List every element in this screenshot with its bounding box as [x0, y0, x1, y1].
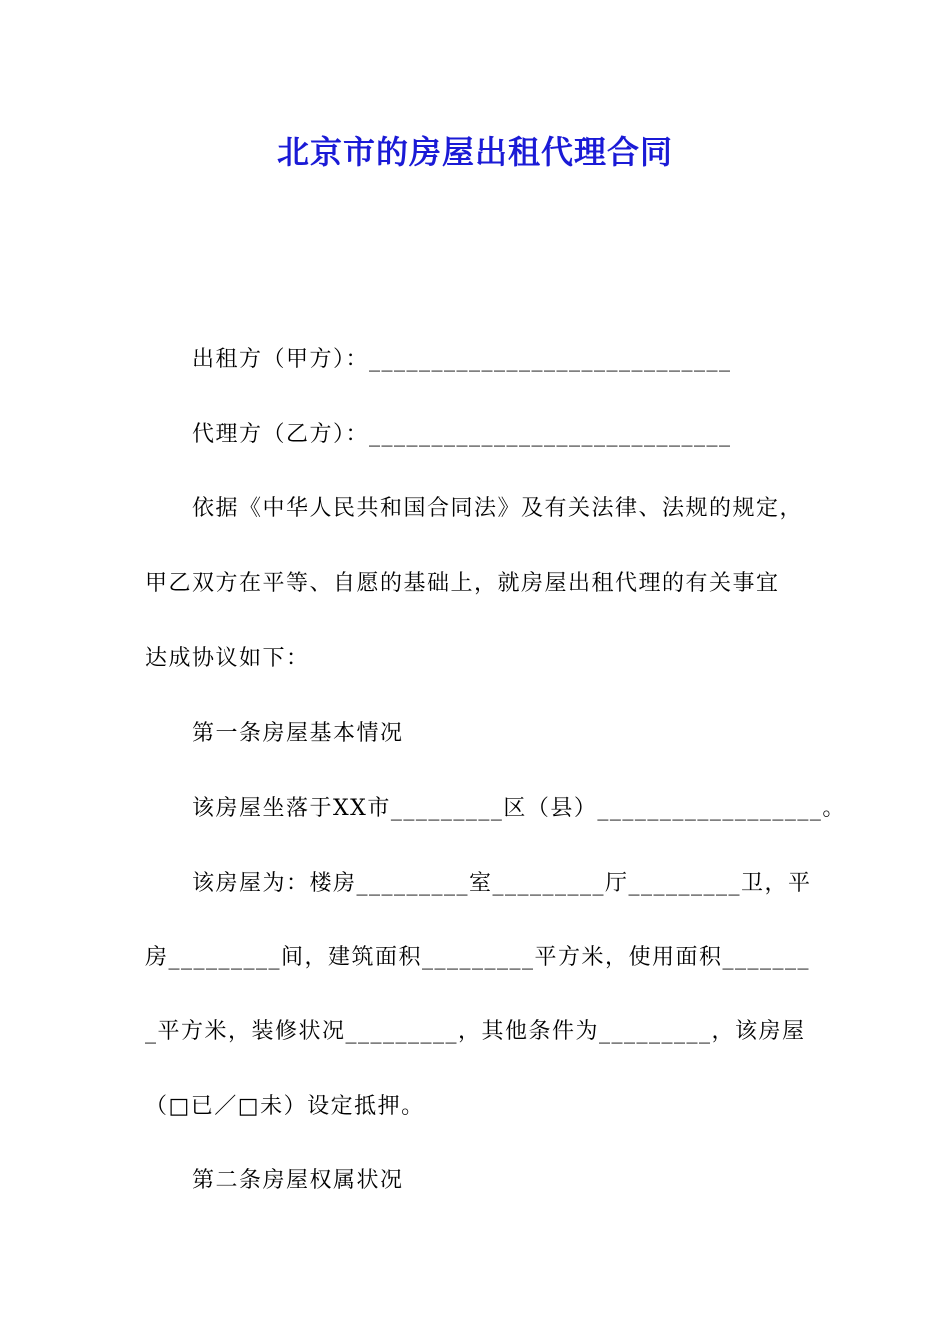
preamble-line-3: 达成协议如下：	[145, 646, 310, 671]
agent-line: 代理方（乙方）：_____________________________	[192, 422, 732, 447]
article-1-mortgage: （□已／□未）设定抵押。	[145, 1094, 425, 1119]
article-1-type-line-3: _平方米，装修状况_________，其他条件为_________，该房屋	[145, 1019, 806, 1044]
article-2-heading: 第二条房屋权属状况	[192, 1168, 404, 1193]
document-title: 北京市的房屋出租代理合同	[276, 133, 673, 171]
article-1-heading: 第一条房屋基本情况	[192, 721, 404, 746]
article-1-type-line-2: 房_________间，建筑面积_________平方米，使用面积_______	[145, 945, 811, 970]
preamble-line-1: 依据《中华人民共和国合同法》及有关法律、法规的规定，	[192, 496, 804, 521]
article-1-type-line-1: 该房屋为：楼房_________室_________厅_________卫，平	[192, 871, 812, 896]
article-1-location: 该房屋坐落于XX市_________区（县）__________________。	[192, 796, 846, 821]
preamble-line-2: 甲乙双方在平等、自愿的基础上，就房屋出租代理的有关事宜	[145, 571, 780, 596]
lessor-line: 出租方（甲方）：_____________________________	[192, 347, 732, 372]
